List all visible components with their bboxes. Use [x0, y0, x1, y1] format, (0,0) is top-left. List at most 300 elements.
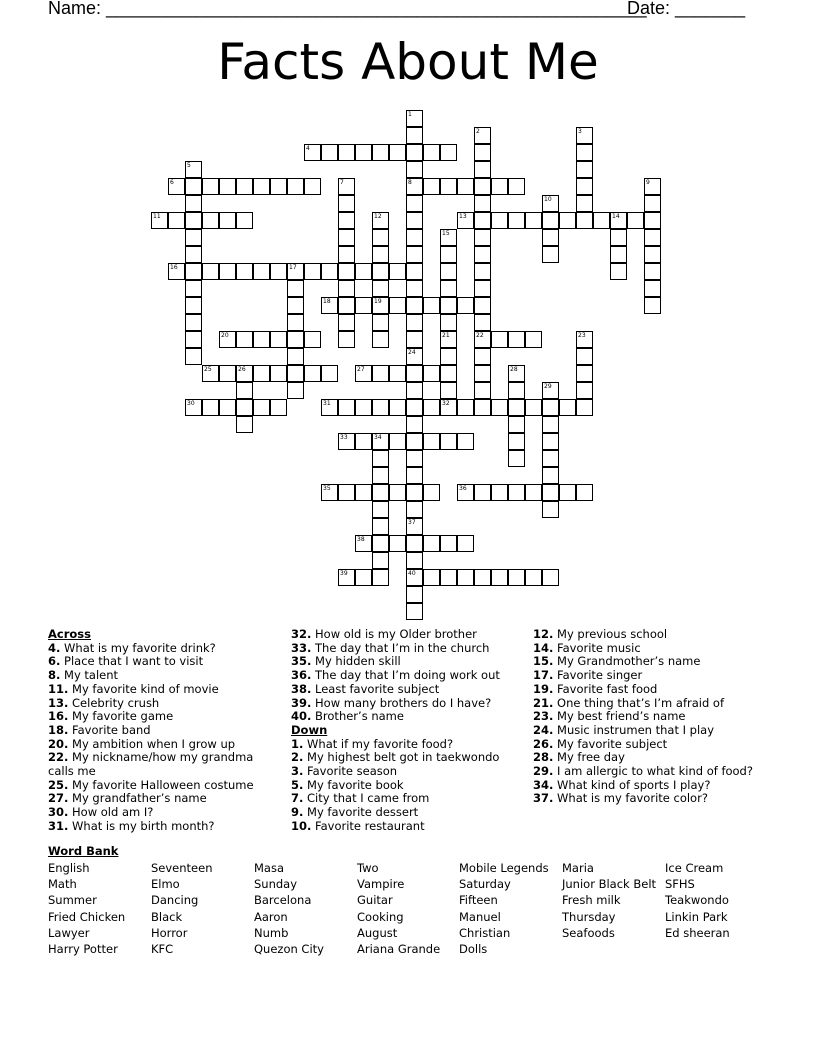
grid-cell[interactable] [389, 484, 406, 501]
grid-cell[interactable] [440, 144, 457, 161]
grid-cell[interactable] [372, 535, 389, 552]
grid-cell[interactable] [185, 280, 202, 297]
clue-number: 39. [291, 695, 312, 710]
word-bank-item: Barcelona [254, 893, 312, 908]
grid-clue-number: 24 [408, 349, 416, 356]
grid-cell[interactable] [338, 212, 355, 229]
word-bank-item: Junior Black Belt [562, 877, 657, 892]
grid-cell[interactable] [406, 297, 423, 314]
down-clue [291, 792, 516, 806]
clue-text: What if my favorite food? [303, 736, 454, 751]
grid-cell[interactable] [253, 263, 270, 280]
grid-cell[interactable] [423, 144, 440, 161]
grid-cell[interactable] [508, 382, 525, 399]
grid-cell[interactable] [423, 433, 440, 450]
grid-cell[interactable] [372, 450, 389, 467]
grid-cell[interactable] [372, 314, 389, 331]
clue-text: Music instrumen that I play [553, 722, 715, 737]
clue-text: Place that I want to visit [60, 654, 204, 669]
word-bank-item: Saturday [459, 877, 511, 892]
grid-cell[interactable] [236, 212, 253, 229]
grid-cell[interactable] [457, 569, 474, 586]
grid-cell[interactable] [372, 229, 389, 246]
grid-cell[interactable] [219, 365, 236, 382]
grid-cell[interactable] [440, 382, 457, 399]
grid-cell[interactable] [202, 399, 219, 416]
grid-cell[interactable] [372, 518, 389, 535]
grid-cell[interactable] [644, 195, 661, 212]
grid-cell[interactable] [236, 331, 253, 348]
word-bank-item: Christian [459, 925, 511, 940]
clue-text: My nickname/how my grandma calls me [48, 750, 254, 779]
grid-cell[interactable] [474, 178, 491, 195]
grid-cell[interactable] [270, 331, 287, 348]
grid-cell[interactable] [304, 263, 321, 280]
grid-cell[interactable] [542, 399, 559, 416]
grid-cell[interactable] [474, 195, 491, 212]
grid-cell[interactable] [389, 399, 406, 416]
grid-cell[interactable] [423, 535, 440, 552]
grid-cell[interactable] [338, 314, 355, 331]
grid-cell[interactable] [542, 433, 559, 450]
clue-text: My free day [553, 750, 625, 765]
grid-cell[interactable] [406, 144, 423, 161]
clue-number: 13. [48, 695, 69, 710]
grid-cell[interactable] [406, 535, 423, 552]
grid-cell[interactable] [372, 280, 389, 297]
grid-cell[interactable] [559, 212, 576, 229]
grid-cell[interactable] [576, 484, 593, 501]
grid-cell[interactable] [474, 263, 491, 280]
grid-cell[interactable] [474, 161, 491, 178]
grid-clue-number: 17 [289, 264, 297, 271]
grid-cell[interactable] [542, 569, 559, 586]
grid-cell[interactable] [406, 263, 423, 280]
across-clue [291, 655, 516, 669]
grid-cell[interactable] [355, 144, 372, 161]
grid-cell[interactable] [440, 297, 457, 314]
grid-cell[interactable] [185, 297, 202, 314]
grid-cell[interactable] [440, 263, 457, 280]
grid-cell[interactable] [474, 484, 491, 501]
grid-cell[interactable] [474, 382, 491, 399]
grid-cell[interactable] [610, 263, 627, 280]
grid-cell[interactable] [338, 263, 355, 280]
grid-cell[interactable] [185, 263, 202, 280]
word-bank-item: Dolls [459, 942, 488, 957]
grid-clue-number: 5 [187, 162, 191, 169]
grid-cell[interactable] [406, 280, 423, 297]
grid-cell[interactable] [185, 195, 202, 212]
grid-cell[interactable] [508, 399, 525, 416]
grid-cell[interactable] [236, 382, 253, 399]
grid-cell[interactable] [576, 144, 593, 161]
clue-number: 8. [48, 668, 61, 683]
grid-cell[interactable] [644, 280, 661, 297]
grid-cell[interactable] [508, 178, 525, 195]
grid-cell[interactable] [389, 263, 406, 280]
grid-cell[interactable] [593, 212, 610, 229]
grid-cell[interactable] [304, 365, 321, 382]
grid-cell[interactable] [508, 212, 525, 229]
grid-cell[interactable] [321, 365, 338, 382]
grid-cell[interactable] [185, 246, 202, 263]
grid-cell[interactable] [474, 399, 491, 416]
grid-cell[interactable] [508, 416, 525, 433]
clue-number: 12. [533, 627, 554, 641]
grid-clue-number: 29 [544, 383, 552, 390]
grid-cell[interactable] [389, 365, 406, 382]
grid-cell[interactable] [304, 178, 321, 195]
grid-cell[interactable] [440, 535, 457, 552]
grid-cell[interactable] [474, 569, 491, 586]
clue-number: 25. [48, 777, 69, 792]
grid-cell[interactable] [287, 382, 304, 399]
grid-cell[interactable] [185, 348, 202, 365]
grid-cell[interactable] [644, 297, 661, 314]
clue-number: 6. [48, 654, 61, 669]
grid-cell[interactable] [491, 331, 508, 348]
grid-cell[interactable] [338, 144, 355, 161]
grid-cell[interactable] [576, 161, 593, 178]
grid-cell[interactable] [355, 399, 372, 416]
word-bank-item: Thursday [562, 909, 616, 924]
grid-cell[interactable] [202, 212, 219, 229]
grid-cell[interactable] [253, 178, 270, 195]
grid-cell[interactable] [389, 535, 406, 552]
grid-cell[interactable] [338, 297, 355, 314]
grid-cell[interactable] [406, 586, 423, 603]
grid-cell[interactable] [338, 484, 355, 501]
grid-clue-number: 10 [544, 196, 552, 203]
down-clue [533, 628, 773, 642]
word-bank-item: Vampire [357, 877, 405, 892]
grid-cell[interactable] [389, 144, 406, 161]
grid-cell[interactable] [542, 484, 559, 501]
grid-cell[interactable] [610, 229, 627, 246]
clue-number: 14. [533, 640, 554, 655]
grid-cell[interactable] [185, 314, 202, 331]
clue-text: My favorite Halloween costume [68, 777, 254, 792]
word-bank-item: Guitar [357, 893, 393, 908]
grid-clue-number: 32 [442, 400, 450, 407]
grid-cell[interactable] [406, 552, 423, 569]
grid-cell[interactable] [355, 297, 372, 314]
grid-cell[interactable] [253, 399, 270, 416]
grid-clue-number: 22 [476, 332, 484, 339]
grid-cell[interactable] [491, 178, 508, 195]
clue-column-1 [48, 628, 273, 834]
grid-cell[interactable] [202, 178, 219, 195]
grid-cell[interactable] [542, 450, 559, 467]
grid-cell[interactable] [406, 382, 423, 399]
grid-cell[interactable] [423, 569, 440, 586]
grid-cell[interactable] [287, 331, 304, 348]
grid-cell[interactable] [338, 331, 355, 348]
grid-cell[interactable] [542, 501, 559, 518]
word-bank-column [665, 860, 730, 941]
grid-cell[interactable] [372, 501, 389, 518]
grid-cell[interactable] [525, 484, 542, 501]
grid-cell[interactable] [355, 263, 372, 280]
grid-cell[interactable] [372, 331, 389, 348]
grid-cell[interactable] [542, 416, 559, 433]
grid-cell[interactable] [559, 399, 576, 416]
grid-cell[interactable] [474, 365, 491, 382]
grid-clue-number: 18 [323, 298, 331, 305]
grid-cell[interactable] [644, 212, 661, 229]
grid-cell[interactable] [576, 195, 593, 212]
clue-number: 17. [533, 668, 554, 683]
grid-cell[interactable] [355, 433, 372, 450]
grid-cell[interactable] [508, 331, 525, 348]
clue-text: Favorite band [68, 722, 151, 737]
grid-cell[interactable] [491, 484, 508, 501]
clue-text: My favorite game [68, 709, 174, 724]
grid-cell[interactable] [287, 348, 304, 365]
down-heading: Down [291, 722, 328, 737]
grid-cell[interactable] [270, 178, 287, 195]
grid-cell[interactable] [406, 603, 423, 620]
clue-text: Brother’s name [311, 709, 404, 724]
grid-cell[interactable] [474, 314, 491, 331]
grid-cell[interactable] [508, 450, 525, 467]
clue-text: What is my favorite drink? [60, 640, 216, 655]
down-clue [533, 655, 773, 669]
grid-cell[interactable] [202, 263, 219, 280]
grid-cell[interactable] [457, 399, 474, 416]
grid-cell[interactable] [508, 433, 525, 450]
grid-cell[interactable] [474, 246, 491, 263]
grid-cell[interactable] [542, 246, 559, 263]
grid-cell[interactable] [389, 297, 406, 314]
grid-cell[interactable] [576, 348, 593, 365]
grid-cell[interactable] [542, 229, 559, 246]
grid-cell[interactable] [406, 127, 423, 144]
grid-cell[interactable] [457, 297, 474, 314]
down-clue [291, 738, 516, 752]
word-bank-item: Mobile Legends [459, 861, 549, 875]
grid-cell[interactable] [338, 229, 355, 246]
grid-cell[interactable] [474, 144, 491, 161]
grid-cell[interactable] [236, 416, 253, 433]
grid-cell[interactable] [559, 484, 576, 501]
grid-cell[interactable] [406, 484, 423, 501]
grid-clue-number: 20 [221, 332, 229, 339]
grid-cell[interactable] [457, 535, 474, 552]
grid-clue-number: 9 [646, 179, 650, 186]
grid-cell[interactable] [644, 229, 661, 246]
grid-cell[interactable] [440, 569, 457, 586]
grid-clue-number: 16 [170, 264, 178, 271]
grid-cell[interactable] [576, 212, 593, 229]
grid-cell[interactable] [406, 467, 423, 484]
clue-text: How old am I? [68, 805, 154, 820]
grid-cell[interactable] [508, 484, 525, 501]
down-clue [533, 738, 773, 752]
grid-cell[interactable] [372, 467, 389, 484]
grid-cell[interactable] [270, 399, 287, 416]
grid-cell[interactable] [406, 450, 423, 467]
grid-cell[interactable] [406, 161, 423, 178]
across-clue [48, 669, 273, 683]
grid-cell[interactable] [406, 365, 423, 382]
grid-cell[interactable] [321, 144, 338, 161]
clue-text: Favorite fast food [553, 681, 658, 696]
grid-cell[interactable] [236, 178, 253, 195]
grid-cell[interactable] [406, 331, 423, 348]
grid-cell[interactable] [406, 212, 423, 229]
word-bank-item: Dancing [151, 893, 199, 908]
across-clue [48, 710, 273, 724]
grid-cell[interactable] [406, 501, 423, 518]
grid-cell[interactable] [474, 229, 491, 246]
grid-cell[interactable] [372, 263, 389, 280]
grid-cell[interactable] [423, 178, 440, 195]
grid-cell[interactable] [542, 212, 559, 229]
across-clue [48, 724, 273, 738]
grid-cell[interactable] [457, 178, 474, 195]
grid-cell[interactable] [440, 365, 457, 382]
grid-cell[interactable] [270, 365, 287, 382]
grid-cell[interactable] [525, 569, 542, 586]
grid-cell[interactable] [508, 569, 525, 586]
grid-clue-number: 7 [340, 179, 344, 186]
grid-cell[interactable] [321, 263, 338, 280]
grid-cell[interactable] [372, 399, 389, 416]
grid-cell[interactable] [219, 263, 236, 280]
grid-cell[interactable] [389, 433, 406, 450]
grid-cell[interactable] [440, 433, 457, 450]
grid-cell[interactable] [576, 365, 593, 382]
grid-cell[interactable] [219, 399, 236, 416]
grid-cell[interactable] [185, 212, 202, 229]
clue-number: 38. [291, 681, 312, 696]
word-bank-item: Linkin Park [665, 909, 728, 924]
grid-cell[interactable] [236, 399, 253, 416]
grid-cell[interactable] [491, 212, 508, 229]
word-bank-item: Fifteen [459, 893, 498, 908]
grid-cell[interactable] [440, 178, 457, 195]
grid-cell[interactable] [185, 229, 202, 246]
grid-cell[interactable] [185, 178, 202, 195]
grid-cell[interactable] [525, 212, 542, 229]
grid-cell[interactable] [338, 399, 355, 416]
grid-cell[interactable] [423, 297, 440, 314]
grid-cell[interactable] [372, 484, 389, 501]
grid-cell[interactable] [338, 280, 355, 297]
grid-cell[interactable] [406, 416, 423, 433]
grid-cell[interactable] [270, 263, 287, 280]
grid-cell[interactable] [644, 263, 661, 280]
grid-cell[interactable] [440, 314, 457, 331]
grid-cell[interactable] [338, 195, 355, 212]
clue-text: My favorite subject [553, 736, 668, 751]
grid-clue-number: 39 [340, 570, 348, 577]
grid-cell[interactable] [372, 569, 389, 586]
grid-cell[interactable] [372, 246, 389, 263]
grid-cell[interactable] [406, 246, 423, 263]
grid-cell[interactable] [287, 297, 304, 314]
grid-cell[interactable] [525, 331, 542, 348]
clue-text: My Grandmother’s name [553, 654, 701, 669]
grid-cell[interactable] [423, 484, 440, 501]
grid-cell[interactable] [542, 467, 559, 484]
grid-cell[interactable] [355, 484, 372, 501]
grid-cell[interactable] [423, 399, 440, 416]
grid-cell[interactable] [610, 246, 627, 263]
grid-cell[interactable] [491, 569, 508, 586]
across-heading: Across [48, 627, 91, 641]
clue-text: My favorite kind of movie [68, 681, 219, 696]
clue-text: My best friend’s name [553, 709, 686, 724]
grid-cell[interactable] [525, 399, 542, 416]
grid-cell[interactable] [287, 178, 304, 195]
clue-text: What is my birth month? [68, 818, 215, 833]
across-clue [48, 792, 273, 806]
grid-cell[interactable] [185, 331, 202, 348]
grid-cell[interactable] [423, 365, 440, 382]
grid-cell[interactable] [304, 331, 321, 348]
grid-cell[interactable] [406, 399, 423, 416]
grid-cell[interactable] [253, 331, 270, 348]
grid-cell[interactable] [372, 552, 389, 569]
across-clue [48, 820, 273, 834]
grid-cell[interactable] [236, 263, 253, 280]
clue-column-2 [291, 628, 516, 834]
grid-cell[interactable] [287, 365, 304, 382]
across-clue [291, 642, 516, 656]
word-bank-column [562, 860, 656, 941]
grid-cell[interactable] [576, 399, 593, 416]
grid-cell[interactable] [287, 280, 304, 297]
grid-cell[interactable] [287, 314, 304, 331]
grid-cell[interactable] [406, 433, 423, 450]
clue-text: My previous school [553, 627, 668, 641]
grid-cell[interactable] [474, 297, 491, 314]
grid-cell[interactable] [406, 314, 423, 331]
grid-cell[interactable] [372, 144, 389, 161]
grid-cell[interactable] [168, 212, 185, 229]
grid-cell[interactable] [406, 229, 423, 246]
grid-cell[interactable] [576, 382, 593, 399]
grid-cell[interactable] [338, 246, 355, 263]
clue-number: 32. [291, 627, 312, 641]
grid-cell[interactable] [440, 246, 457, 263]
grid-cell[interactable] [457, 433, 474, 450]
grid-cell[interactable] [474, 280, 491, 297]
grid-clue-number: 15 [442, 230, 450, 237]
grid-cell[interactable] [406, 195, 423, 212]
grid-cell[interactable] [440, 348, 457, 365]
grid-cell[interactable] [219, 178, 236, 195]
clue-number: 31. [48, 818, 69, 833]
grid-clue-number: 31 [323, 400, 331, 407]
grid-cell[interactable] [474, 348, 491, 365]
grid-cell[interactable] [627, 212, 644, 229]
grid-cell[interactable] [491, 399, 508, 416]
grid-cell[interactable] [355, 569, 372, 586]
grid-cell[interactable] [576, 178, 593, 195]
grid-cell[interactable] [219, 212, 236, 229]
grid-cell[interactable] [474, 212, 491, 229]
clue-text: How many brothers do I have? [311, 695, 492, 710]
grid-cell[interactable] [372, 365, 389, 382]
grid-cell[interactable] [644, 246, 661, 263]
grid-cell[interactable] [253, 365, 270, 382]
grid-cell[interactable] [440, 280, 457, 297]
word-bank-item: Ariana Grande [357, 942, 441, 957]
